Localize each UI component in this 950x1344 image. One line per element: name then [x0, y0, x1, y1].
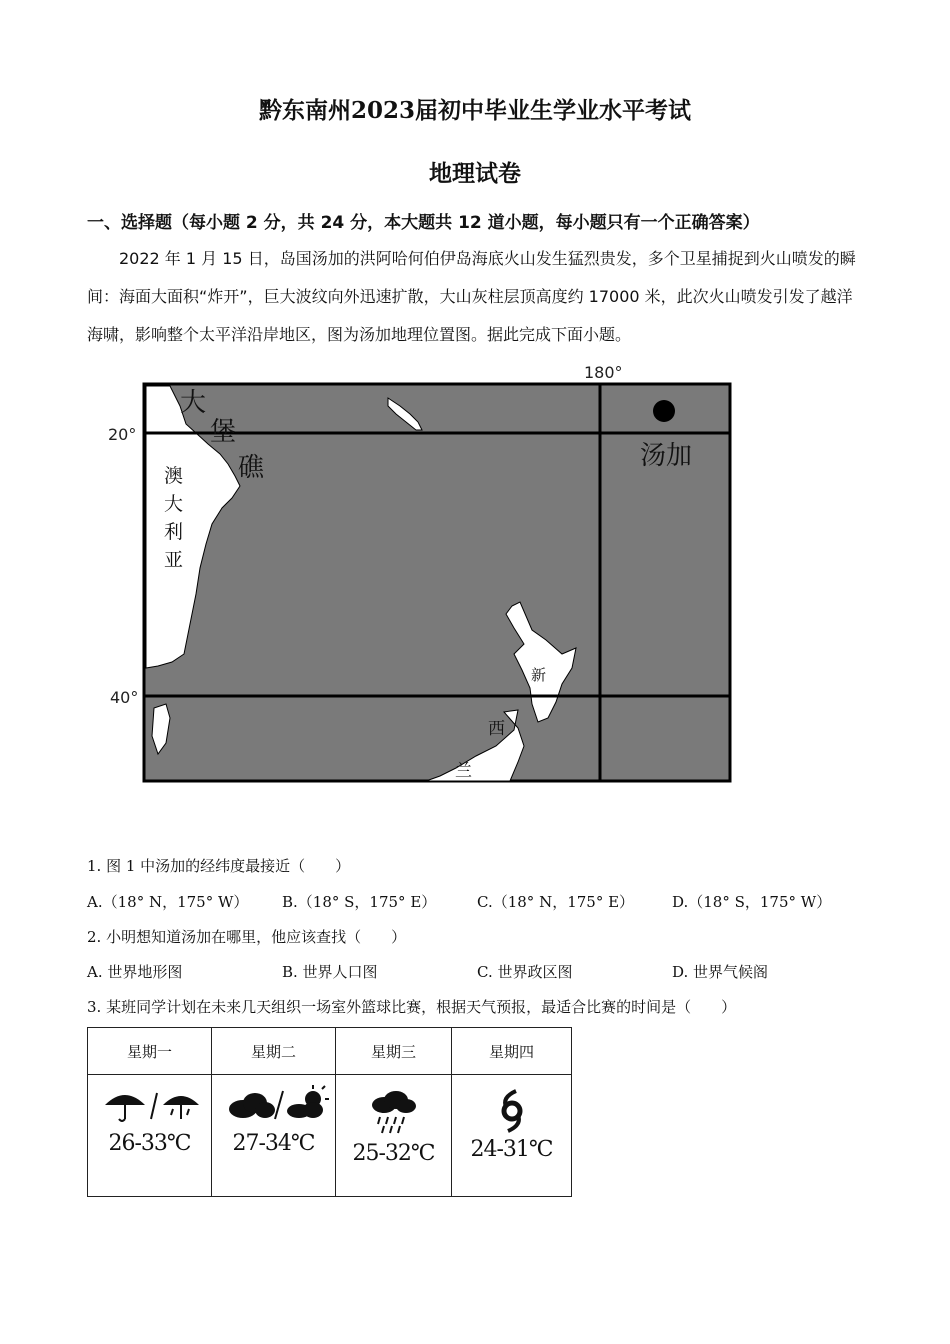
question-2-stem: 2. 小明想知道汤加在哪里，他应该查找（ ） — [87, 928, 407, 946]
tonga-location-map — [100, 358, 740, 788]
weather-temp-3: 25-32℃ — [352, 1141, 435, 1166]
weather-cell-3 — [336, 1075, 452, 1197]
section-heading: 一、选择题（每小题 2 分，共 24 分，本大题共 12 道小题，每小题只有一个正确答案） — [87, 213, 760, 233]
question-3-stem: 3. 某班同学计划在未来几天组织一场室外篮球比赛，根据天气预报，最适合比赛的时间是（ ） — [87, 998, 737, 1016]
weather-day-4: 星期四 — [452, 1028, 572, 1075]
weather-cell-4 — [452, 1075, 572, 1197]
reef-label-2: 堡 — [210, 417, 237, 447]
tonga-dot — [653, 400, 675, 422]
q1-option-c[interactable]: C.（18° N，175° E） — [477, 893, 635, 911]
nz-label-3: 兰 — [455, 761, 472, 781]
australia-label-2: 大 — [164, 493, 184, 515]
weather-temp-4: 24-31℃ — [470, 1137, 553, 1162]
q1-option-a[interactable]: A.（18° N，175° W） — [87, 893, 249, 911]
rain-icon — [105, 1095, 145, 1121]
heavy-rain-icon — [372, 1091, 416, 1133]
weather-day-2: 星期二 — [212, 1028, 336, 1075]
longitude-label: 180° — [584, 363, 623, 382]
weather-temp-1: 26-33℃ — [108, 1131, 191, 1156]
question-1-options — [87, 891, 867, 912]
weather-day-1: 星期一 — [88, 1028, 212, 1075]
latitude-40-label: 40° — [110, 688, 139, 707]
reef-label-3: 礁 — [238, 453, 265, 483]
weather-day-3: 星期三 — [336, 1028, 452, 1075]
weather-temp-2: 27-34℃ — [232, 1131, 315, 1156]
q1-option-b[interactable]: B.（18° S，175° E） — [282, 893, 437, 911]
q2-option-a[interactable]: A. 世界地形图 — [87, 963, 183, 981]
australia-label-1: 澳 — [164, 465, 184, 487]
exam-subtitle: 地理试卷 — [429, 160, 521, 187]
slash-divider — [275, 1091, 283, 1119]
typhoon-icon — [504, 1091, 520, 1131]
weather-cell-1 — [88, 1075, 212, 1197]
question-2-options — [87, 961, 867, 982]
q1-option-d[interactable]: D.（18° S，175° W） — [672, 893, 832, 911]
cloudy-icon — [229, 1093, 275, 1118]
australia-label-3: 利 — [164, 521, 184, 543]
weather-cell-2 — [212, 1075, 336, 1197]
q2-option-b[interactable]: B. 世界人口图 — [282, 963, 378, 981]
reef-label-1: 大 — [180, 388, 207, 418]
weather-forecast-table — [87, 1027, 572, 1197]
latitude-20-label: 20° — [108, 425, 137, 444]
slash-divider — [151, 1093, 157, 1119]
exam-title: 黔东南州2023届初中毕业生学业水平考试 — [258, 97, 691, 124]
q2-option-d[interactable]: D. 世界气候阁 — [672, 963, 769, 981]
nz-label-1: 新 — [531, 666, 547, 684]
partly-sunny-icon — [287, 1085, 329, 1118]
intro-paragraph: 2022 年 1 月 15 日，岛国汤加的洪阿哈何伯伊岛海底火山发生猛烈贵发，多个卫星捕捉到火山喷发的瞬间：海面大面积“炸开”，巨大波纹向外迅速扩散，大山灰柱层顶高度约 17000 米，此次火山喷发引发了越洋海啸，影响整个太平洋沿岸地区，图为汤加地理位置图。据此完成下面小题。 — [87, 249, 856, 344]
australia-label-4: 亚 — [164, 549, 184, 571]
nz-label-2: 西 — [488, 719, 505, 739]
q2-option-c[interactable]: C. 世界政区图 — [477, 963, 573, 981]
shower-icon — [163, 1096, 199, 1119]
question-1-stem: 1. 图 1 中汤加的经纬度最接近（ ） — [87, 857, 351, 875]
tonga-label: 汤加 — [640, 441, 693, 471]
